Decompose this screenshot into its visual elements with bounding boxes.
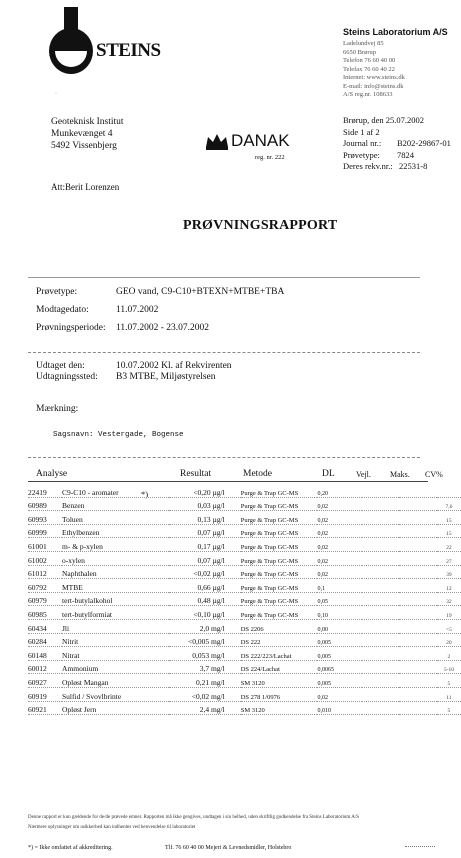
analysis-result: 2,4 mg/l <box>169 701 241 715</box>
analysis-cv: 7,6 <box>437 497 461 511</box>
analysis-method: DS 222/223/Lachat <box>241 647 318 661</box>
analysis-name: C9-C10 - aromater <box>62 484 169 497</box>
lab-city: 6650 Brørup <box>343 48 377 56</box>
analysis-vejl <box>362 484 400 497</box>
analysis-method: DS 2206 <box>241 619 318 633</box>
analysis-method: Purge & Trap GC-MS <box>241 484 318 497</box>
field-label: Prøvetype: <box>36 287 78 297</box>
analysis-code: 61001 <box>28 538 62 552</box>
sampling-fields <box>36 361 232 383</box>
analysis-method: Purge & Trap GC-MS <box>241 551 318 565</box>
analysis-method: Purge & Trap GC-MS <box>241 497 318 511</box>
table-row <box>28 551 461 565</box>
analysis-vejl <box>362 511 400 525</box>
footnote-mark: *) <box>141 489 149 499</box>
analysis-maks <box>399 538 437 552</box>
analysis-maks <box>399 660 437 674</box>
table-row <box>28 701 461 715</box>
analysis-name: Nitrit <box>62 633 169 647</box>
analysis-method: SM 3120 <box>241 674 318 688</box>
analysis-dl: 0,005 <box>317 674 361 688</box>
analysis-code: 60979 <box>28 592 62 606</box>
analysis-result: 0,07 µg/l <box>169 551 241 565</box>
analysis-cv: 5 <box>437 701 461 715</box>
table-row <box>28 511 461 525</box>
field-value: 11.07.2002 - 23.07.2002 <box>116 323 210 333</box>
footer-disclaimer-2: Nærmere oplysninger om usikkerhed kan indhentes ved henvendelse til laboratoriet <box>28 825 196 830</box>
analysis-name: Sulfid / Svovlbrinte <box>62 687 169 701</box>
journal-label: Journal nr.: <box>343 138 382 148</box>
prove-label: Prøvetype: <box>343 149 380 160</box>
field-value: 11.07.2002 <box>116 305 159 315</box>
analysis-dl: 0,00 <box>317 619 361 633</box>
analysis-result: 0,66 µg/l <box>169 579 241 593</box>
analysis-code: 60999 <box>28 524 62 538</box>
analysis-code: 60921 <box>28 701 62 715</box>
table-row <box>28 565 461 579</box>
page-title: PRØVNINGSRAPPORT <box>183 218 338 233</box>
analysis-result: 0,03 µg/l <box>169 497 241 511</box>
analysis-cv: 32 <box>437 592 461 606</box>
table-row <box>28 579 461 593</box>
logo-text: STEINS <box>96 40 161 61</box>
analysis-maks <box>399 687 437 701</box>
analysis-name: o-xylen <box>62 551 169 565</box>
analysis-code: 60989 <box>28 497 62 511</box>
field-value: 10.07.2002 Kl. af Rekvirenten <box>116 361 232 371</box>
analysis-vejl <box>362 538 400 552</box>
lab-phone: Telefon 76 60 40 00 <box>343 57 396 64</box>
analysis-cv: 19 <box>437 606 461 620</box>
analysis-cv: 15 <box>437 511 461 525</box>
th-analyse: Analyse <box>36 469 68 479</box>
table-row <box>28 484 461 497</box>
recipient-line3: 5492 Vissenbjerg <box>51 141 117 151</box>
analysis-vejl <box>362 524 400 538</box>
analysis-method: Purge & Trap GC-MS <box>241 606 318 620</box>
analysis-method: Purge & Trap GC-MS <box>241 592 318 606</box>
analysis-vejl <box>362 606 400 620</box>
crown-icon <box>204 131 230 151</box>
analysis-code: 60012 <box>28 660 62 674</box>
analysis-vejl <box>362 660 400 674</box>
analysis-method: Purge & Trap GC-MS <box>241 565 318 579</box>
results-table <box>28 484 461 715</box>
analysis-dl: 0,0065 <box>317 660 361 674</box>
analysis-dl: 0,10 <box>317 606 361 620</box>
analysis-cv: 20 <box>437 633 461 647</box>
table-row <box>28 674 461 688</box>
lab-email: E-mail: info@steins.dk <box>343 82 404 90</box>
mark-dot: · <box>55 91 57 97</box>
danak-text: DANAK <box>231 131 290 150</box>
analysis-name: Nitrat <box>62 647 169 661</box>
field-label: Prøvningsperiode: <box>36 323 106 333</box>
analysis-result: 0,13 µg/l <box>169 511 241 525</box>
analysis-maks <box>399 579 437 593</box>
table-row <box>28 524 461 538</box>
analysis-vejl <box>362 579 400 593</box>
analysis-dl: 0,005 <box>317 647 361 661</box>
field-label: Udtagningssted: <box>36 372 98 382</box>
lab-info <box>343 27 448 100</box>
analysis-code: 60985 <box>28 606 62 620</box>
analysis-maks <box>399 674 437 688</box>
table-row <box>28 497 461 511</box>
analysis-cv: 15 <box>437 524 461 538</box>
table-row <box>28 606 461 620</box>
analysis-vejl <box>362 633 400 647</box>
field-label: Modtagedato: <box>36 305 89 315</box>
analysis-dl: 0,02 <box>317 538 361 552</box>
analysis-maks <box>399 701 437 715</box>
analysis-vejl <box>362 497 400 511</box>
lab-reg: A/S reg.nr. 108633 <box>343 91 393 98</box>
analysis-dl: 0,02 <box>317 687 361 701</box>
footer-note: *) = Ikke omfattet af akkreditering. <box>28 845 113 851</box>
analysis-result: 0,053 mg/l <box>169 647 241 661</box>
analysis-vejl <box>362 592 400 606</box>
th-metode: Metode <box>243 469 273 479</box>
table-row <box>28 647 461 661</box>
analysis-dl: 0,1 <box>317 579 361 593</box>
analysis-name: Ethylbenzen <box>62 524 169 538</box>
analysis-name: MTBE <box>62 579 169 593</box>
divider <box>28 277 420 278</box>
analysis-method: DS 224/Lachat <box>241 660 318 674</box>
analysis-vejl <box>362 687 400 701</box>
analysis-cv: 2 <box>437 647 461 661</box>
analysis-code: 61002 <box>28 551 62 565</box>
analysis-code: 60919 <box>28 687 62 701</box>
analysis-code: 60792 <box>28 579 62 593</box>
footer-disclaimer-1: Denne rapport er kun gældende for de/de prøvede emner. Rapporten må ikke gengives, undtagen i sin helhed, uden skriftlig godkendelse fra Steins Laboratorium A/S <box>28 815 360 820</box>
recipient-line2: Munkevænget 4 <box>51 129 113 139</box>
analysis-result: <0,02 µg/l <box>169 565 241 579</box>
analysis-vejl <box>362 674 400 688</box>
analysis-name: Ammonium <box>62 660 169 674</box>
analysis-cv: <5 <box>437 619 461 633</box>
analysis-name: Naphthalen <box>62 565 169 579</box>
analysis-maks <box>399 551 437 565</box>
analysis-method: Purge & Trap GC-MS <box>241 538 318 552</box>
analysis-method: Purge & Trap GC-MS <box>241 524 318 538</box>
table-row <box>28 592 461 606</box>
analysis-maks <box>399 647 437 661</box>
analysis-dl: 0,02 <box>317 551 361 565</box>
analysis-code: 60993 <box>28 511 62 525</box>
marking-label: Mærkning: <box>36 404 79 414</box>
th-vejl: Vejl. <box>356 470 371 479</box>
analysis-name: tert-butylalkohol <box>62 592 169 606</box>
table-row <box>28 687 461 701</box>
analysis-method: DS 222 <box>241 633 318 647</box>
analysis-result: 0,07 µg/l <box>169 524 241 538</box>
analysis-method: SM 3120 <box>241 701 318 715</box>
analysis-cv: 22 <box>437 538 461 552</box>
analysis-name: Opløst Mangan <box>62 674 169 688</box>
th-resultat: Resultat <box>180 469 212 479</box>
table-row <box>28 619 461 633</box>
analysis-code: 60927 <box>28 674 62 688</box>
analysis-maks <box>399 497 437 511</box>
analysis-dl: 0,005 <box>317 633 361 647</box>
analysis-dl: 0,20 <box>317 484 361 497</box>
ref-label: Deres rekv.nr.: <box>343 161 393 171</box>
th-cv: CV% <box>425 470 443 479</box>
analysis-maks <box>399 511 437 525</box>
analysis-maks <box>399 565 437 579</box>
analysis-result: <0,10 µg/l <box>169 606 241 620</box>
analysis-vejl <box>362 619 400 633</box>
analysis-code: 60284 <box>28 633 62 647</box>
analysis-dl: 0,02 <box>317 565 361 579</box>
table-row <box>28 538 461 552</box>
analysis-maks <box>399 592 437 606</box>
footer-contact: Tlf. 76 60 40 00 Mejeri & Levnedsmidler, Holstebro <box>165 845 292 851</box>
analysis-result: <0,20 µg/l <box>169 484 241 497</box>
analysis-cv: 5 <box>437 674 461 688</box>
th-dl: DL <box>322 469 335 479</box>
analysis-dl: 0,02 <box>317 511 361 525</box>
footer-scribble <box>405 846 435 850</box>
analysis-dl: 0,02 <box>317 524 361 538</box>
analysis-dl: 0,05 <box>317 592 361 606</box>
analysis-result: 0,21 mg/l <box>169 674 241 688</box>
lab-address: Ladelundvej 85 <box>343 40 384 47</box>
recipient-line1: Geoteknisk Institut <box>51 117 124 127</box>
ref-value: 22531-8 <box>399 161 428 171</box>
flask-logo-icon <box>46 5 96 77</box>
analysis-code: 61012 <box>28 565 62 579</box>
journal-value: B202-29867-01 <box>397 138 451 148</box>
analysis-code: 60434 <box>28 619 62 633</box>
prove-value: 7824 <box>397 149 414 160</box>
sample-fields <box>36 283 284 337</box>
analysis-cv: 39 <box>437 565 461 579</box>
analysis-cv: 27 <box>437 551 461 565</box>
analysis-name: m- & p-xylen <box>62 538 169 552</box>
analysis-vejl <box>362 565 400 579</box>
analysis-vejl <box>362 647 400 661</box>
field-value: B3 MTBE, Miljøstyrelsen <box>116 372 216 382</box>
lab-fax: Telefax 76 60 40 22 <box>343 65 395 73</box>
recipient-address <box>51 116 124 152</box>
analysis-maks <box>399 484 437 497</box>
analysis-vejl <box>362 551 400 565</box>
analysis-cv: 11 <box>437 687 461 701</box>
report-page: Side 1 af 2 <box>343 126 380 137</box>
analysis-method: Purge & Trap GC-MS <box>241 511 318 525</box>
analysis-result: <0,005 mg/l <box>169 633 241 647</box>
divider <box>28 457 420 458</box>
table-row <box>28 633 461 647</box>
analysis-maks <box>399 633 437 647</box>
analysis-result: 3,7 mg/l <box>169 660 241 674</box>
lab-name: Steins Laboratorium A/S <box>343 27 448 37</box>
analysis-method: DS 278 1/0976 <box>241 687 318 701</box>
analysis-name: Jli <box>62 619 169 633</box>
analysis-result: 2,0 mg/l <box>169 619 241 633</box>
analysis-code: 60148 <box>28 647 62 661</box>
recipient-attn: Att:Berit Lorenzen <box>51 182 120 192</box>
th-maks: Maks. <box>390 470 410 479</box>
analysis-name: Opløst Jern <box>62 701 169 715</box>
lab-web: Internet: www.steins.dk <box>343 74 405 81</box>
analysis-vejl <box>362 701 400 715</box>
analysis-result: 0,17 µg/l <box>169 538 241 552</box>
table-row <box>28 660 461 674</box>
analysis-result: 0,48 µg/l <box>169 592 241 606</box>
header-rule <box>28 481 428 482</box>
analysis-dl: 0,010 <box>317 701 361 715</box>
analysis-name: Toluen <box>62 511 169 525</box>
analysis-result: <0,02 mg/l <box>169 687 241 701</box>
analysis-code: 22419 <box>28 484 62 497</box>
analysis-cv <box>437 484 461 497</box>
analysis-name: tert-butylformiat <box>62 606 169 620</box>
analysis-maks <box>399 524 437 538</box>
report-meta <box>343 115 451 173</box>
danak-reg: reg. nr. 222 <box>255 154 285 161</box>
analysis-maks <box>399 606 437 620</box>
analysis-cv: 5-10 <box>437 660 461 674</box>
analysis-name: Benzen <box>62 497 169 511</box>
analysis-dl: 0,02 <box>317 497 361 511</box>
analysis-method: Purge & Trap GC-MS <box>241 579 318 593</box>
field-value: GEO vand, C9-C10+BTEXN+MTBE+TBA <box>116 287 285 297</box>
sagsnavn: Sagsnavn: Vestergade, Bogense <box>53 431 184 439</box>
field-label: Udtaget den: <box>36 361 85 371</box>
report-date: Brørup, den 25.07.2002 <box>343 115 424 125</box>
analysis-cv: 12 <box>437 579 461 593</box>
divider <box>28 352 420 353</box>
analysis-maks <box>399 619 437 633</box>
